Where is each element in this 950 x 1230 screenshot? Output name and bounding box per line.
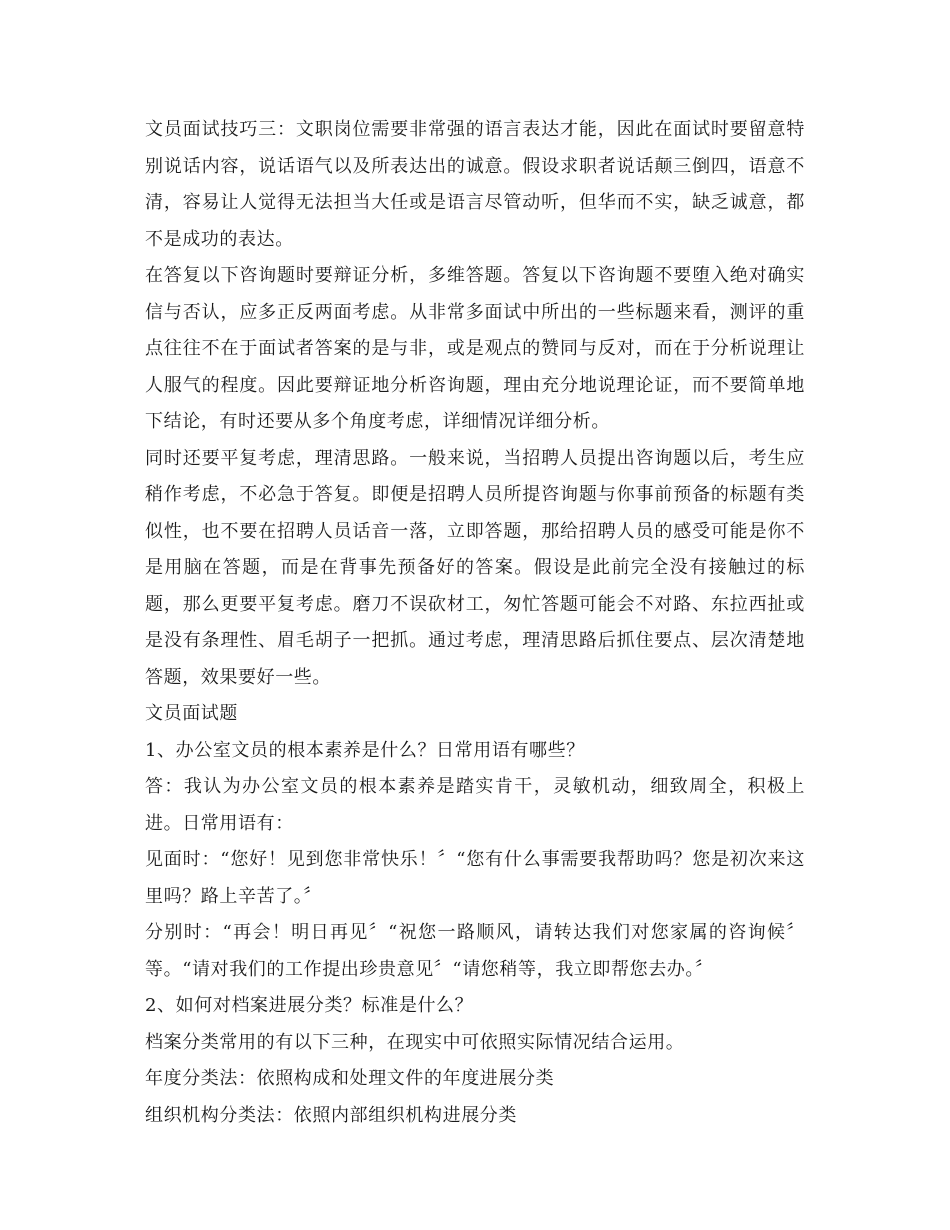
answer-2-intro: 档案分类常用的有以下三种，在现实中可依照实际情况结合运用。 xyxy=(145,1031,685,1053)
classification-by-year: 年度分类法：依照构成和处理文件的年度进展分类 xyxy=(145,1068,555,1089)
farewell-phrases: 分别时：“再会！明日再见〞“祝您一路顺风，请转达我们对您家属的咨询候〞等。“请对我们的工作提出珍贵意见〞“请您稍等，我立即帮您去办。〞 xyxy=(145,922,805,980)
classification-by-organization: 组织机构分类法：依照内部组织机构进展分类 xyxy=(145,1104,517,1126)
question-1: 1、办公室文员的根本素养是什么？日常用语有哪些？ xyxy=(145,739,585,761)
paragraph-interview-tip-3: 文员面试技巧三：文职岗位需要非常强的语言表达才能，因此在面试时要留意特别说话内容，说话语气以及所表达出的诚意。假设求职者说话颠三倒四，语意不清，容易让人觉得无法担当大任或是语言尽管动听，但华而不实，缺乏诚意，都不是成功的表达。 xyxy=(145,119,805,250)
answer-1: 答：我认为办公室文员的根本素养是踏实肯干，灵敏机动，细致周全，积极上进。日常用语有： xyxy=(145,776,805,834)
question-2: 2、如何对档案进展分类？标准是什么？ xyxy=(145,995,474,1016)
paragraph-calm-thinking: 同时还要平复考虑，理清思路。一般来说，当招聘人员提出咨询题以后，考生应稍作考虑，不必急于答复。即便是招聘人员所提咨询题与你事前预备的标题有类似性，也不要在招聘人员话音一落，立即答题，那给招聘人员的感受可能是你不是用脑在答题，而是在背事先预备好的答案。假设是此前完全没有接触过的标题，那么更要平复考虑。磨刀不误砍材工，匆忙答题可能会不对路、东拉西扯或是没有条理性、眉毛胡子一把抓。通过考虑，理清思路后抓住要点、层次清楚地答题，效果要好一些。 xyxy=(145,447,805,688)
section-heading-interview-questions: 文员面试题 xyxy=(145,703,238,724)
document-body xyxy=(145,112,805,1134)
paragraph-dialectical-answering: 在答复以下咨询题时要辩证分析，多维答题。答复以下咨询题不要堕入绝对确实信与否认，应多正反两面考虑。从非常多面试中所出的一些标题来看，测评的重点往往不在于面试者答案的是与非，或是观点的赞同与反对，而在于分析说理让人服气的程度。因此要辩证地分析咨询题，理由充分地说理论证，而不要简单地下结论，有时还要从多个角度考虑，详细情况详细分析。 xyxy=(145,265,805,432)
greeting-phrases: 见面时：“您好！见到您非常快乐！〞“您有什么事需要我帮助吗？您是初次来这里吗？路上辛苦了。〞 xyxy=(145,849,805,907)
